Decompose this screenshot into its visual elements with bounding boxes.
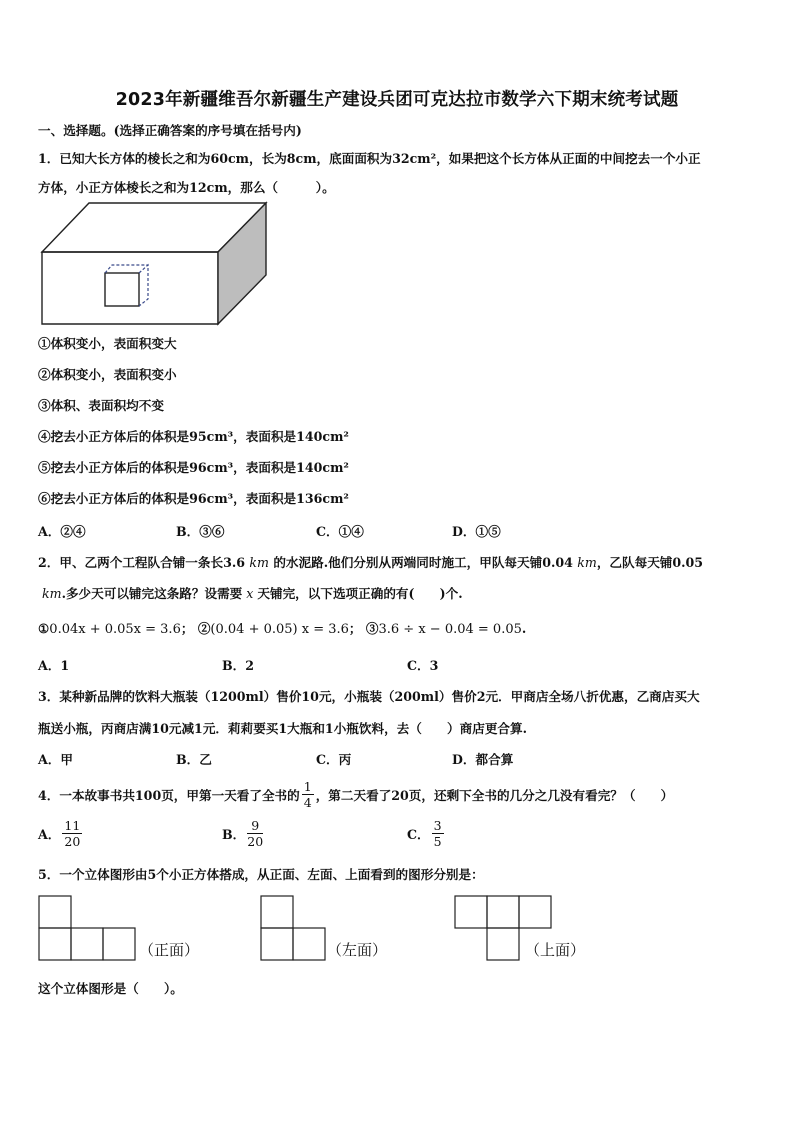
q2-option-b[interactable]: B．2 — [222, 658, 255, 673]
q1-item-1: ①体积变小，表面积变大 — [38, 336, 177, 351]
q4-option-a-fraction — [62, 818, 82, 849]
q3-option-c[interactable]: C．丙 — [316, 752, 352, 767]
q1-item-5: ⑤挖去小正方体后的体积是96cm³，表面积是140cm² — [38, 460, 349, 475]
q2-eq2-mark: ② — [197, 621, 211, 636]
q3-text-line2: 瓶送小瓶，丙商店满10元减1元．莉莉要买1大瓶和1小瓶饮料，去（ ）商店更合算. — [38, 721, 527, 736]
q1-option-c[interactable]: C．①④ — [316, 524, 364, 539]
q2-var-x: x — [246, 586, 254, 601]
q2-eq2: (0.04 + 0.05) x = 3.6 — [210, 622, 349, 637]
top-view-label: （上面） — [525, 941, 586, 959]
q2-eq3: 3.6 ÷ x − 0.04 = 0.05 — [378, 622, 522, 637]
q3-option-a[interactable]: A．甲 — [38, 752, 73, 767]
q4-option-a-den: 20 — [64, 833, 81, 849]
q2-sep2: ； — [348, 621, 362, 636]
q5-text-line2: 这个立体图形是（ ）。 — [38, 981, 183, 996]
q2-unit-km-3: km — [42, 586, 62, 601]
q2-eq3-mark: ③ — [365, 621, 379, 636]
q2-unit-km-2: km — [577, 555, 597, 570]
q4-fraction — [302, 779, 314, 810]
q4-option-a-label: A． — [38, 826, 61, 842]
q2-text-line2 — [42, 583, 463, 602]
front-view-label: （正面） — [139, 941, 200, 959]
q2-text-b: 的水泥路.他们分别从两端同时施工，甲队每天铺0.04 — [268, 555, 578, 570]
q4-frac-numerator: 1 — [303, 778, 312, 794]
q2-eq1-mark: ① — [38, 621, 50, 636]
front-view-figure — [38, 895, 138, 961]
q1-item-3: ③体积、表面积均不变 — [38, 398, 164, 413]
q4-text — [38, 775, 673, 813]
q4-option-c-den: 5 — [433, 833, 442, 849]
q5-text-line1: 5．一个立体图形由5个小正方体搭成，从正面、左面、上面看到的图形分别是： — [38, 867, 484, 882]
q2-sep1: ； — [180, 621, 194, 636]
q2-text-d: .多少天可以铺完这条路？设需要 — [61, 586, 243, 601]
q2-text-e: 天铺完，以下选项正确的有( )个. — [257, 586, 463, 601]
q4-option-b-num: 9 — [247, 818, 263, 834]
q4-option-b-fraction — [247, 818, 263, 849]
q4-frac-denominator: 4 — [303, 794, 312, 810]
q4-text-b: ，第二天看了20页，还剩下全书的几分之几没有看完？（ ） — [315, 787, 674, 803]
q1-item-2: ②体积变小，表面积变小 — [38, 367, 177, 382]
q2-eq1: 0.04x + 0.05x = 3.6 — [49, 622, 181, 637]
section-heading: 一、选择题。(选择正确答案的序号填在括号内) — [38, 123, 302, 138]
q4-option-c-label: C． — [407, 826, 430, 842]
q4-option-b[interactable] — [222, 814, 265, 852]
q4-option-c[interactable] — [407, 814, 446, 852]
q1-item-4: ④挖去小正方体后的体积是95cm³，表面积是140cm² — [38, 429, 349, 444]
q2-equations — [38, 618, 526, 637]
q4-option-a[interactable] — [38, 814, 84, 852]
q2-unit-km-1: km — [249, 555, 269, 570]
q4-option-a-num: 11 — [64, 817, 81, 833]
left-view-label: （左面） — [327, 941, 388, 959]
q2-option-c[interactable]: C．3 — [407, 658, 439, 673]
q1-option-b[interactable]: B．③⑥ — [176, 524, 225, 539]
q3-option-d[interactable]: D．都合算 — [452, 752, 514, 767]
q2-text-c: ，乙队每天铺0.05 — [596, 555, 704, 570]
q1-option-d[interactable]: D．①⑤ — [452, 524, 501, 539]
q1-option-a[interactable]: A．②④ — [38, 524, 86, 539]
q2-text-line1 — [38, 552, 703, 571]
q4-option-c-num: 3 — [433, 817, 442, 833]
q2-option-a[interactable]: A．1 — [38, 658, 70, 673]
q2-end: . — [521, 621, 527, 636]
q4-option-c-fraction — [432, 818, 444, 849]
q1-text-line2: 方体，小正方体棱长之和为12cm，那么（ ）。 — [38, 180, 335, 195]
left-view-figure — [260, 895, 328, 961]
q4-text-a: 4．一本故事书共100页，甲第一天看了全书的 — [38, 787, 300, 803]
cuboid-figure — [38, 200, 270, 328]
q3-option-b[interactable]: B．乙 — [176, 752, 212, 767]
page-title: 2023年新疆维吾尔新疆生产建设兵团可克达拉市数学六下期末统考试题 — [115, 90, 679, 110]
q4-option-b-label: B． — [222, 826, 246, 842]
q1-text-line1: 1．已知大长方体的棱长之和为60cm，长为8cm，底面面积为32cm²，如果把这个长方体从正面的中间挖去一个小正 — [38, 151, 701, 166]
q2-text-a: 2．甲、乙两个工程队合铺一条长3.6 — [38, 555, 250, 570]
q3-text-line1: 3．某种新品牌的饮料大瓶装（1200ml）售价10元，小瓶装（200ml）售价2元．甲商店全场八折优惠，乙商店买大 — [38, 689, 700, 704]
q4-option-b-den: 20 — [247, 833, 264, 849]
q1-item-6: ⑥挖去小正方体后的体积是96cm³，表面积是136cm² — [38, 491, 349, 506]
